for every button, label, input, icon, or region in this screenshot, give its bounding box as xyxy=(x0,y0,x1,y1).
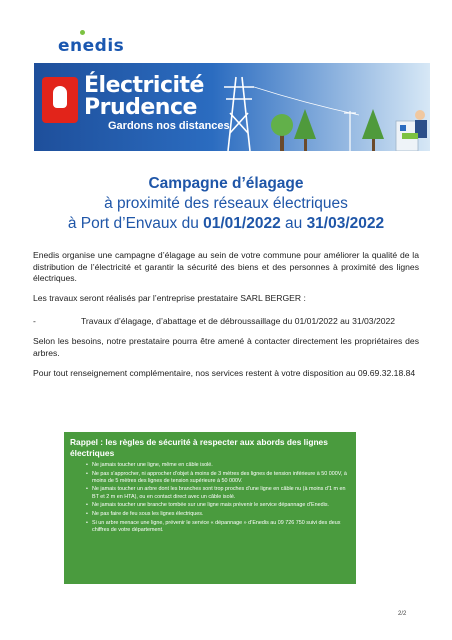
campaign-subtitle: à proximité des réseaux électriques xyxy=(104,195,348,212)
electricite-prudence-banner xyxy=(34,63,430,151)
logo-text: enedis xyxy=(58,36,125,56)
banner-illustration xyxy=(184,63,430,151)
power-line-icon xyxy=(254,87,359,115)
safety-rules-box xyxy=(64,432,356,584)
list-item: • Si un arbre menace une ligne, prévenir le service « dépannage » d’Enedis au 09 726 750 suivi des deux chiffres de votre département. xyxy=(92,520,350,534)
date-start: 01/01/2022 xyxy=(203,215,281,232)
stop-hand-icon xyxy=(42,77,78,123)
location-text: à Port d’Envaux du xyxy=(67,215,204,232)
banner-title-line1: Électricité xyxy=(84,73,204,98)
logo-dot-icon xyxy=(80,30,85,35)
safety-rules-list xyxy=(92,462,350,535)
list-item: • Ne pas faire de feu sous les lignes électriques. xyxy=(92,511,350,518)
list-item: • Ne jamais toucher une branche tombée sur une ligne mais prévenir le service dépannage d’Enedis. xyxy=(92,502,350,509)
intro-paragraph: Enedis organise une campagne d’élagage au sein de votre commune pour améliorer la qualité de la distribution de l’électricité et garantir la sécurité des biens et des personnes à proximité des lignes électriques. xyxy=(33,250,419,283)
campaign-title: Campagne d’élagage xyxy=(148,175,304,192)
tree-icon xyxy=(362,109,384,151)
page-number: 2/2 xyxy=(398,611,407,617)
power-pylon-icon xyxy=(224,77,254,151)
pole-icon xyxy=(344,111,356,151)
enedis-logo xyxy=(58,36,124,56)
works-text: Travaux d’élagage, d’abattage et de débroussaillage du 01/01/2022 au 31/03/2022 xyxy=(81,316,396,326)
list-item: • Ne jamais toucher une ligne, même en câble isolé. xyxy=(92,462,350,469)
list-item: • Ne pas s’approcher, ni approcher d’objet à moins de 3 mètres des lignes de tension inférieure à 50 000V, à moins de 5 mètres des lignes de tension supérieure à 50 000V. xyxy=(92,471,350,485)
banner-title-line2: Prudence xyxy=(84,95,197,120)
tree-icon xyxy=(294,109,316,151)
contractor-paragraph: Les travaux seront réalisés par l’entreprise prestataire SARL BERGER : xyxy=(33,293,306,303)
date-end: 31/03/2022 xyxy=(306,215,385,232)
contact-paragraph: Pour tout renseignement complémentaire, nos services restent à votre disposition au 09.69.32.18.84 xyxy=(33,368,416,378)
list-dash: - xyxy=(33,316,36,326)
campaign-location-dates xyxy=(34,215,418,233)
safety-rules-title: Rappel : les règles de sécurité à respecter aux abords des lignes électriques xyxy=(70,437,328,458)
works-list-item xyxy=(33,316,419,328)
list-item: • Ne jamais toucher un arbre dont les branches sont trop proches d’une ligne en câble nu (à moins d’1 m en BT et 2 m en HTA), ou en contact direct avec un câble isolé. xyxy=(92,486,350,500)
owners-paragraph: Selon les besoins, notre prestataire pourra être amené à contacter directement les propriétaires des arbres. xyxy=(33,336,419,358)
tree-icon xyxy=(271,114,293,151)
date-separator: au xyxy=(280,215,307,232)
banner-tagline: Gardons nos distances xyxy=(108,120,230,132)
